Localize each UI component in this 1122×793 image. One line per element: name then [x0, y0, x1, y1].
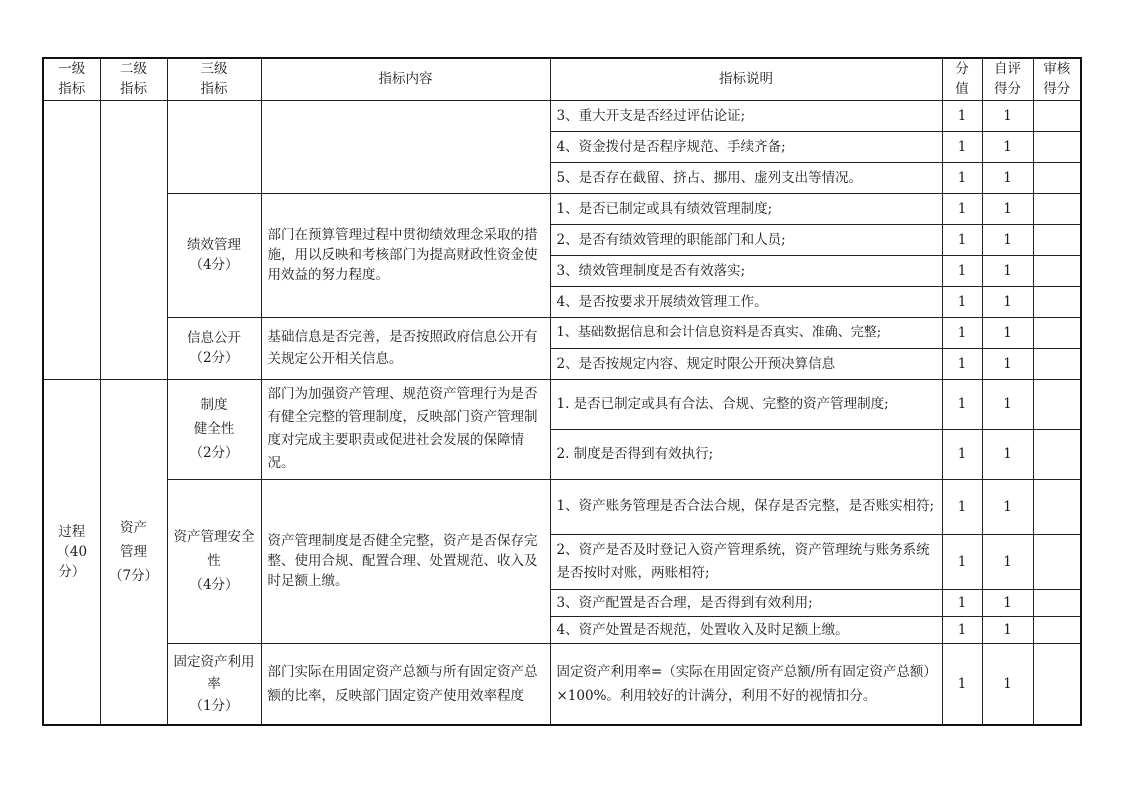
header-audit-score: 审核 得分: [1033, 58, 1081, 100]
self-score-cell: 1: [982, 379, 1033, 429]
score-cell: 1: [942, 224, 982, 255]
score-cell: 1: [942, 643, 982, 725]
score-cell: 1: [942, 616, 982, 643]
description-cell: 4、资产处置是否规范，处置收入及时足额上缴。: [550, 616, 942, 643]
description-cell: 2、是否按规定内容、规定时限公开预决算信息: [550, 348, 942, 379]
description-cell: 1、基础数据信息和会计信息资料是否真实、准确、完整;: [550, 317, 942, 348]
asset-security-name: 资产管理安全性 （4分）: [167, 479, 261, 643]
fixed-asset-name: 固定资产利用率 （1分）: [167, 643, 261, 725]
audit-score-cell: [1033, 162, 1081, 193]
self-score-cell: 1: [982, 286, 1033, 317]
score-cell: 1: [942, 286, 982, 317]
header-level3: 三级 指标: [167, 58, 261, 100]
audit-score-cell: [1033, 255, 1081, 286]
score-cell: 1: [942, 379, 982, 429]
description-cell: 2、资产是否及时登记入资产管理系统，资产管理统与账务系统是否按时对账，两账相符;: [550, 534, 942, 589]
perf-mgmt-name: 绩效管理 （4分）: [167, 193, 261, 317]
self-score-cell: 1: [982, 534, 1033, 589]
self-score-cell: 1: [982, 589, 1033, 616]
self-score-cell: 1: [982, 162, 1033, 193]
header-description: 指标说明: [550, 58, 942, 100]
score-cell: 1: [942, 131, 982, 162]
score-cell: 1: [942, 317, 982, 348]
score-cell: 1: [942, 255, 982, 286]
header-level2: 二级 指标: [100, 58, 167, 100]
audit-score-cell: [1033, 286, 1081, 317]
audit-score-cell: [1033, 643, 1081, 725]
description-cell: 2. 制度是否得到有效执行;: [550, 429, 942, 479]
score-cell: 1: [942, 479, 982, 534]
score-cell: 1: [942, 193, 982, 224]
description-cell: 5、是否存在截留、挤占、挪用、虚列支出等情况。: [550, 162, 942, 193]
header-level1: 一级 指标: [43, 58, 100, 100]
audit-score-cell: [1033, 616, 1081, 643]
table-row: [43, 193, 1081, 224]
self-score-cell: 1: [982, 193, 1033, 224]
header-content: 指标内容: [261, 58, 550, 100]
audit-score-cell: [1033, 193, 1081, 224]
content-cell-empty: [261, 100, 550, 193]
score-cell: 1: [942, 100, 982, 131]
self-score-cell: 1: [982, 479, 1033, 534]
table-row: [43, 643, 1081, 725]
audit-score-cell: [1033, 479, 1081, 534]
level2-cell-empty: [100, 100, 167, 379]
system-complete-content: 部门为加强资产管理、规范资产管理行为是否有健全完整的管理制度，反映部门资产管理制度对完成主要职责或促进社会发展的保障情况。: [261, 379, 550, 479]
description-cell: 3、绩效管理制度是否有效落实;: [550, 255, 942, 286]
self-score-cell: 1: [982, 100, 1033, 131]
table-row: [43, 479, 1081, 534]
self-score-cell: 1: [982, 224, 1033, 255]
description-cell: 1. 是否已制定或具有合法、合规、完整的资产管理制度;: [550, 379, 942, 429]
evaluation-table: [42, 57, 1082, 726]
table-row: [43, 100, 1081, 131]
self-score-cell: 1: [982, 643, 1033, 725]
level2-asset-mgmt: 资产 管理 （7分）: [100, 379, 167, 725]
audit-score-cell: [1033, 534, 1081, 589]
perf-mgmt-content: 部门在预算管理过程中贯彻绩效理念采取的措施，用以反映和考核部门为提高财政性资金使用效益的努力程度。: [261, 193, 550, 317]
audit-score-cell: [1033, 379, 1081, 429]
info-public-content: 基础信息是否完善，是否按照政府信息公开有关规定公开相关信息。: [261, 317, 550, 379]
table-row: [43, 379, 1081, 429]
self-score-cell: 1: [982, 616, 1033, 643]
level1-cell-empty: [43, 100, 100, 379]
audit-score-cell: [1033, 100, 1081, 131]
audit-score-cell: [1033, 224, 1081, 255]
score-cell: 1: [942, 429, 982, 479]
description-cell: 4、资金拨付是否程序规范、手续齐备;: [550, 131, 942, 162]
header-row: [43, 58, 1081, 100]
table-row: [43, 317, 1081, 348]
info-public-name: 信息公开 （2分）: [167, 317, 261, 379]
level3-cell-empty: [167, 100, 261, 193]
description-cell: 固定资产利用率=（实际在用固定资产总额/所有固定资产总额）×100%。利用较好的计满分，利用不好的视情扣分。: [550, 643, 942, 725]
audit-score-cell: [1033, 429, 1081, 479]
score-cell: 1: [942, 589, 982, 616]
description-cell: 3、资产配置是否合理，是否得到有效利用;: [550, 589, 942, 616]
header-score: 分 值: [942, 58, 982, 100]
asset-security-content: 资产管理制度是否健全完整，资产是否保存完整、使用合规、配置合理、处置规范、收入及时足额上缴。: [261, 479, 550, 643]
score-cell: 1: [942, 348, 982, 379]
self-score-cell: 1: [982, 131, 1033, 162]
self-score-cell: 1: [982, 317, 1033, 348]
self-score-cell: 1: [982, 429, 1033, 479]
level1-process: 过程 （40 分）: [43, 379, 100, 725]
score-cell: 1: [942, 534, 982, 589]
audit-score-cell: [1033, 317, 1081, 348]
self-score-cell: 1: [982, 348, 1033, 379]
header-self-score: 自评 得分: [982, 58, 1033, 100]
audit-score-cell: [1033, 348, 1081, 379]
description-cell: 2、是否有绩效管理的职能部门和人员;: [550, 224, 942, 255]
system-complete-name: 制度 健全性 （2分）: [167, 379, 261, 479]
description-cell: 1、资产账务管理是否合法合规，保存是否完整，是否账实相符;: [550, 479, 942, 534]
fixed-asset-content: 部门实际在用固定资产总额与所有固定资产总额的比率，反映部门固定资产使用效率程度: [261, 643, 550, 725]
description-cell: 1、是否已制定或具有绩效管理制度;: [550, 193, 942, 224]
audit-score-cell: [1033, 131, 1081, 162]
self-score-cell: 1: [982, 255, 1033, 286]
score-cell: 1: [942, 162, 982, 193]
description-cell: 4、是否按要求开展绩效管理工作。: [550, 286, 942, 317]
description-cell: 3、重大开支是否经过评估论证;: [550, 100, 942, 131]
audit-score-cell: [1033, 589, 1081, 616]
